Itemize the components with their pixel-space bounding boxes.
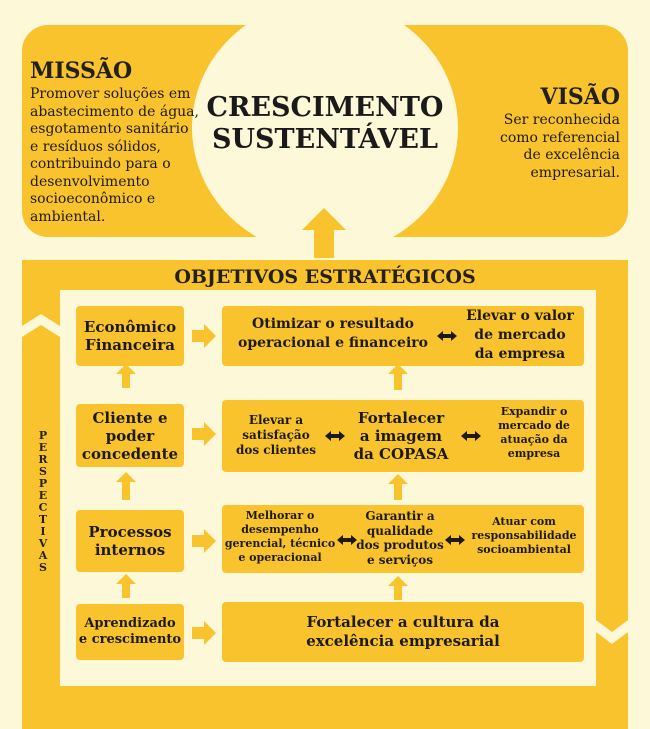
mission-line: e resíduos sólidos,: [30, 138, 162, 155]
objective-line: socioambiental: [477, 543, 571, 556]
objective-line: empresa: [507, 447, 561, 460]
right-arrow-icon: [192, 324, 216, 348]
center-title-line2: SUSTENTÁVEL: [211, 124, 438, 155]
perspectives-letter: R: [38, 453, 48, 466]
double-arrow-icon: [437, 331, 457, 341]
mission-line: abastecimento de água,: [30, 103, 199, 120]
mission-line: contribuindo para o: [30, 156, 171, 172]
objective-line: desempenho: [241, 523, 319, 536]
perspectives-letter: T: [38, 513, 48, 526]
up-arrow-icon: [388, 576, 408, 600]
objective-line: Atuar com: [492, 515, 556, 528]
objective-line: Fortalecer: [357, 409, 445, 427]
vision-line: de excelência: [523, 147, 620, 163]
perspective-line: concedente: [81, 444, 179, 463]
objective-line: Garantir a: [365, 509, 435, 523]
right-arrow-icon: [192, 621, 216, 645]
objective-line: Melhorar o: [245, 509, 315, 522]
big-up-arrow-icon: [302, 208, 346, 258]
mission-line: ambiental.: [30, 208, 106, 225]
center-title-line1: CRESCIMENTO: [206, 92, 444, 123]
objective-line: Elevar o valor: [466, 308, 574, 324]
chevron-up-icon: [22, 314, 60, 337]
objectives-title: OBJETIVOS ESTRATÉGICOS: [174, 266, 476, 288]
up-arrows-left: [116, 364, 136, 598]
double-arrow-icon: [337, 535, 357, 545]
perspectives-letter: S: [39, 465, 47, 478]
objective-line: qualidade: [366, 523, 434, 538]
perspectives-letter: P: [38, 477, 48, 490]
perspectives-letter: C: [38, 501, 48, 514]
perspectives-letter: S: [39, 561, 47, 574]
perspectives-letter: E: [38, 441, 48, 454]
double-arrows: [325, 331, 481, 545]
objective-line: operacional e financeiro: [238, 335, 428, 351]
vision-line: Ser reconhecida: [503, 112, 620, 128]
perspectives-letter: V: [38, 537, 48, 550]
right-arrows: [192, 324, 216, 645]
up-arrow-icon: [116, 574, 136, 598]
objective-line: dos clientes: [235, 443, 317, 457]
objective-line: de mercado: [474, 327, 566, 343]
perspectives-letter: E: [38, 489, 48, 502]
vision-line: como referencial: [499, 129, 620, 146]
chevron-down-icon: [596, 620, 628, 644]
objective-line: e serviços: [366, 552, 434, 567]
objective-line: mercado de: [498, 419, 570, 432]
objective-line: excelência empresarial: [306, 632, 500, 650]
perspectives-letter: P: [38, 429, 48, 442]
perspective-line: e crescimento: [78, 632, 182, 647]
mission-line: socioeconômico e: [30, 191, 156, 207]
objective-line: e operacional: [238, 551, 322, 564]
mission-line: Promover soluções em: [30, 86, 191, 102]
up-arrow-icon: [116, 472, 136, 500]
perspective-line: internos: [94, 541, 166, 559]
objective-line: Elevar a: [248, 413, 304, 427]
double-arrow-icon: [325, 431, 345, 441]
perspective-line: Aprendizado: [84, 616, 176, 631]
up-arrows-center: [388, 364, 408, 600]
objective-line: Otimizar o resultado: [252, 316, 414, 332]
perspective-line: Financeira: [85, 336, 175, 354]
objective-line: Expandir o: [500, 405, 568, 418]
objective-line: da COPASA: [353, 445, 449, 463]
perspective-line: Processos: [88, 523, 172, 541]
double-arrow-icon: [445, 535, 465, 545]
mission-line: esgotamento sanitário: [30, 121, 189, 137]
up-arrow-icon: [388, 364, 408, 390]
objective-line: da empresa: [474, 346, 566, 362]
perspectives-letter: A: [38, 549, 48, 562]
objective-line: responsabilidade: [471, 529, 577, 542]
mission-line: desenvolvimento: [30, 173, 150, 190]
objective-line: atuação da: [500, 433, 568, 446]
perspective-line: Cliente e: [92, 408, 168, 427]
objective-line: a imagem: [359, 427, 443, 445]
vision-line: empresarial.: [530, 164, 620, 181]
objective-line: dos produtos: [356, 538, 444, 552]
perspective-line: poder: [105, 426, 155, 445]
perspectives-letter: I: [40, 525, 46, 538]
mission-title: MISSÃO: [30, 58, 133, 84]
right-arrow-icon: [192, 529, 216, 553]
perspective-line: Econômico: [83, 318, 177, 336]
up-arrow-icon: [388, 474, 408, 500]
objective-line: Fortalecer a cultura da: [306, 613, 500, 631]
objective-line: gerencial, técnico: [224, 537, 336, 550]
right-arrow-icon: [192, 422, 216, 446]
double-arrow-icon: [461, 431, 481, 441]
objective-line: satisfação: [242, 428, 310, 442]
vision-title: VISÃO: [540, 84, 620, 110]
up-arrow-icon: [116, 364, 136, 388]
